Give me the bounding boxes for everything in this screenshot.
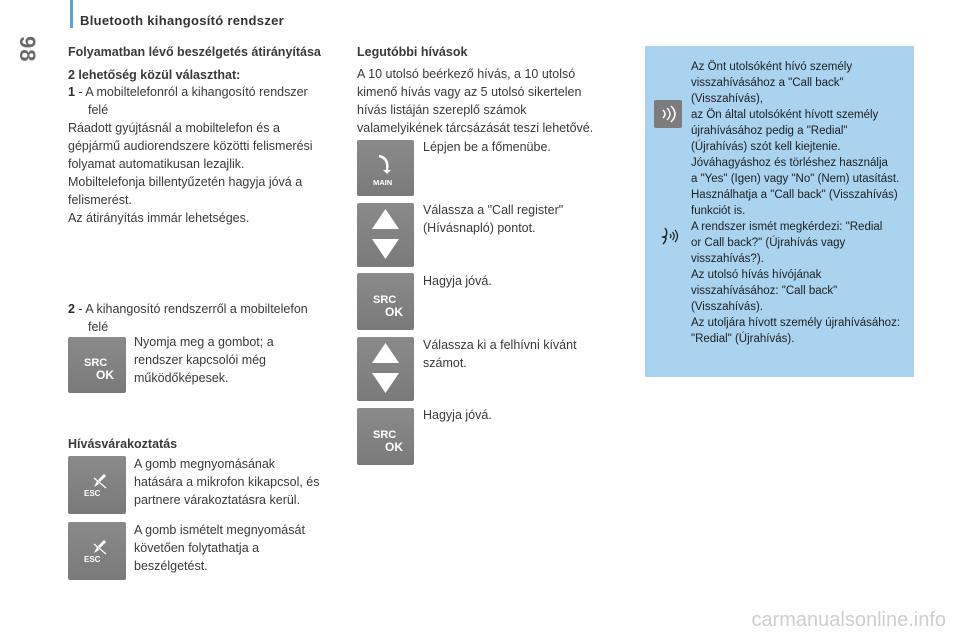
- step-call-register: Válassza a "Call register": [423, 203, 564, 217]
- step-confirm: Hagyja jóvá.: [423, 408, 492, 422]
- hold-instruction-line: hatására a mikrofon kikapcsol, és: [134, 475, 320, 489]
- section-title-recent-calls: Legutóbbi hívások: [357, 45, 468, 59]
- voice-command-info-box: [645, 46, 914, 377]
- option-2-number: 2: [68, 302, 75, 316]
- option-2: [68, 300, 308, 318]
- paragraph-line: Mobiltelefonja billentyűzetén hagyja jóvá a: [68, 175, 303, 189]
- ok-label: OK: [96, 368, 114, 382]
- step-select-number: számot.: [423, 356, 467, 370]
- info-line: (Újrahívás) szót kell kiejtenie.: [691, 141, 841, 153]
- paragraph-line: Az átirányítás immár lehetséges.: [68, 211, 250, 225]
- recent-calls-intro: A 10 utolsó beérkező hívás, a 10 utolsó: [357, 67, 576, 81]
- info-line: (Visszahívás).: [691, 301, 764, 313]
- voice-recognition-icon: [654, 100, 682, 128]
- esc-label: ESC: [84, 489, 101, 498]
- phone-curve-icon: [379, 156, 387, 170]
- src-instruction-line: Nyomja meg a gombot; a: [134, 335, 274, 349]
- arrow-up-icon: [372, 343, 399, 363]
- info-line: Használhatja a "Call back" (Visszahívás): [691, 189, 898, 201]
- info-line: Az Önt utolsóként hívó személy: [691, 61, 853, 73]
- recent-calls-intro: valamelyikének tárcsázását teszi lehetővé.: [357, 121, 594, 135]
- paragraph-line: folyamat automatikusan lezajlik.: [68, 157, 245, 171]
- info-line: Az utolsó hívás hívójának: [691, 269, 822, 281]
- info-line: Jóváhagyáshoz és törléshez használja: [691, 157, 888, 169]
- microphone-mute-icon: [98, 540, 106, 548]
- info-line: újrahívásához pedig a "Redial": [691, 125, 848, 137]
- src-ok-button-image: [68, 337, 126, 393]
- hold-instruction-line: partnere várakoztatásra kerül.: [134, 493, 301, 507]
- info-line: (Visszahívás),: [691, 93, 764, 105]
- src-instruction-line: működőképesek.: [134, 371, 229, 385]
- watermark: carmanualsonline.info: [751, 609, 946, 631]
- microphone-mute-icon: [98, 474, 106, 482]
- step-confirm: Hagyja jóvá.: [423, 274, 492, 288]
- page-number: 98: [15, 36, 40, 63]
- recent-calls-intro: kimenő hívás vagy az 5 utolsó sikertelen: [357, 85, 582, 99]
- info-line: visszahívásához: "Call back": [691, 285, 838, 297]
- src-instruction-line: rendszer kapcsolói még: [134, 353, 267, 367]
- page-title: Bluetooth kihangosító rendszer: [80, 13, 285, 28]
- ok-label: OK: [385, 440, 403, 454]
- info-line: "Redial" (Újrahívás).: [691, 333, 795, 345]
- info-line: A rendszer ismét megkérdezi: "Redial: [691, 221, 883, 233]
- step-call-register: (Hívásnapló) pontot.: [423, 221, 536, 235]
- option-1-continued: felé: [88, 103, 109, 117]
- header-accent-bar: [70, 0, 73, 28]
- step-enter-main-menu: Lépjen be a főmenübe.: [423, 140, 551, 154]
- info-line: funkciót is.: [691, 205, 746, 217]
- option-1-number: 1: [68, 85, 75, 99]
- recent-calls-intro: hívás listáján szereplő számok: [357, 103, 527, 117]
- options-subtitle: 2 lehetőség közül választhat:: [68, 68, 241, 82]
- src-label: SRC: [84, 357, 108, 369]
- option-2-text: - A kihangosító rendszerről a mobiltelefon: [74, 302, 308, 316]
- step-select-number: Válassza ki a felhívni kívánt: [423, 338, 577, 352]
- info-line: Az utoljára hívott személy újrahívásához:: [691, 317, 901, 329]
- src-ok-button-image: [357, 273, 414, 330]
- section-title-transfer: Folyamatban lévő beszélgetés átirányítása: [68, 45, 321, 59]
- option-1: [68, 83, 308, 101]
- esc-label: ESC: [84, 555, 101, 564]
- esc-button-image: [68, 522, 126, 580]
- info-line: visszahívás?).: [691, 253, 764, 265]
- arrow-down-icon: [372, 239, 399, 259]
- ok-label: OK: [385, 305, 403, 319]
- voice-speaking-icon: [657, 224, 681, 248]
- main-label: MAIN: [373, 178, 393, 187]
- option-2-continued: felé: [88, 320, 109, 334]
- paragraph-line: felismerést.: [68, 193, 132, 207]
- src-ok-button-image: [357, 408, 414, 465]
- arrow-down-icon: [372, 373, 399, 393]
- hold-instruction-line: A gomb megnyomásának: [134, 457, 276, 471]
- up-down-button-image: [357, 203, 414, 267]
- info-line: a "Yes" (Igen) vagy "No" (Nem) utasítást.: [691, 173, 900, 185]
- src-label: SRC: [373, 429, 397, 441]
- resume-instruction-line: követően folytathatja a: [134, 541, 260, 555]
- paragraph-line: gépjármű audiorendszere közötti felismerési: [68, 139, 313, 153]
- resume-instruction-line: A gomb ismételt megnyomását: [134, 523, 305, 537]
- option-1-text: - A mobiltelefonról a kihangosító rendszer: [74, 85, 308, 99]
- section-title-hold: Hívásvárakoztatás: [68, 437, 178, 451]
- arrow-up-icon: [372, 209, 399, 229]
- src-label: SRC: [373, 294, 397, 306]
- paragraph-line: Ráadott gyújtásnál a mobiltelefon és a: [68, 121, 280, 135]
- main-button-image: [357, 140, 414, 196]
- info-line: az Ön által utolsóként hívott személy: [691, 109, 879, 121]
- esc-button-image: [68, 456, 126, 514]
- info-line: or Call back?" (Újrahívás vagy: [691, 237, 846, 249]
- up-down-button-image: [357, 337, 414, 401]
- info-line: visszahívásához a "Call back": [691, 77, 844, 89]
- resume-instruction-line: beszélgetést.: [134, 559, 208, 573]
